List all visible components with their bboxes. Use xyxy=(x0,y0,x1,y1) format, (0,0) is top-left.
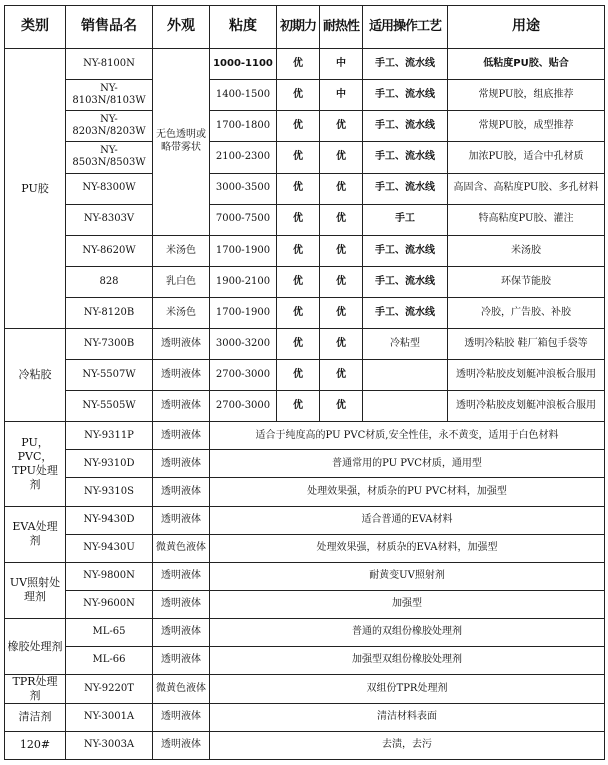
viscosity-cell: 1700-1900 xyxy=(210,297,277,328)
product-name: NY-9311P xyxy=(66,422,153,450)
process-cell xyxy=(363,391,448,422)
appearance-cell: 透明液体 xyxy=(153,590,210,618)
description-cell: 适合普通的EVA材料 xyxy=(210,506,605,534)
product-name: NY-9220T xyxy=(66,674,153,703)
product-name: NY-8300W xyxy=(66,173,153,204)
category-eva-primer: EVA处理剂 xyxy=(5,506,66,562)
initial-strength-cell: 优 xyxy=(277,173,320,204)
table-row xyxy=(5,360,605,391)
table-row xyxy=(5,674,605,703)
description-cell: 加强型 xyxy=(210,590,605,618)
product-name: NY-8503N/8503W xyxy=(66,142,153,173)
initial-strength-cell: 优 xyxy=(277,235,320,266)
heat-resistance-cell: 优 xyxy=(320,360,363,391)
viscosity-cell: 7000-7500 xyxy=(210,204,277,235)
process-cell xyxy=(363,360,448,391)
usage-cell: 常规PU胶，成型推荐 xyxy=(448,111,605,142)
product-name: NY-9310D xyxy=(66,450,153,478)
product-name: NY-3001A xyxy=(66,703,153,731)
viscosity-cell: 2700-3000 xyxy=(210,360,277,391)
appearance-cell: 微黄色液体 xyxy=(153,534,210,562)
table-row xyxy=(5,142,605,173)
table-row xyxy=(5,506,605,534)
table-row xyxy=(5,80,605,111)
process-cell: 手工、流水线 xyxy=(363,235,448,266)
description-cell: 适合于纯度高的PU PVC材质,安全性佳，永不黄变，适用于白色材料 xyxy=(210,422,605,450)
initial-strength-cell: 优 xyxy=(277,204,320,235)
product-name: NY-8203N/8203W xyxy=(66,111,153,142)
description-cell: 清洁材料表面 xyxy=(210,703,605,731)
table-row xyxy=(5,235,605,266)
table-row xyxy=(5,703,605,731)
header-viscosity: 粘度 xyxy=(210,6,277,49)
appearance-cell: 米汤色 xyxy=(153,235,210,266)
header-row xyxy=(5,6,605,49)
process-cell: 手工、流水线 xyxy=(363,49,448,80)
table-row xyxy=(5,297,605,328)
header-product-name: 销售品名 xyxy=(66,6,153,49)
usage-cell: 透明冷粘胶皮划艇冲浪板合服用 xyxy=(448,360,605,391)
table-row xyxy=(5,422,605,450)
appearance-cell: 透明液体 xyxy=(153,422,210,450)
table-row xyxy=(5,204,605,235)
process-cell: 冷粘型 xyxy=(363,328,448,359)
heat-resistance-cell: 优 xyxy=(320,204,363,235)
process-cell: 手工、流水线 xyxy=(363,173,448,204)
table-row xyxy=(5,266,605,297)
usage-cell: 米汤胶 xyxy=(448,235,605,266)
table-row xyxy=(5,478,605,506)
product-name: NY-7300B xyxy=(66,328,153,359)
process-cell: 手工、流水线 xyxy=(363,142,448,173)
viscosity-cell: 3000-3500 xyxy=(210,173,277,204)
process-cell: 手工、流水线 xyxy=(363,297,448,328)
initial-strength-cell: 优 xyxy=(277,266,320,297)
table-row xyxy=(5,618,605,646)
initial-strength-cell: 优 xyxy=(277,49,320,80)
heat-resistance-cell: 中 xyxy=(320,80,363,111)
usage-cell: 特高粘度PU胶、灌注 xyxy=(448,204,605,235)
table-row xyxy=(5,731,605,759)
product-name: ML-65 xyxy=(66,618,153,646)
appearance-cell: 透明液体 xyxy=(153,562,210,590)
product-name: NY-9430D xyxy=(66,506,153,534)
table-row xyxy=(5,590,605,618)
initial-strength-cell: 优 xyxy=(277,391,320,422)
product-name: NY-3003A xyxy=(66,731,153,759)
viscosity-cell: 1400-1500 xyxy=(210,80,277,111)
table-row xyxy=(5,391,605,422)
usage-cell: 环保节能胶 xyxy=(448,266,605,297)
heat-resistance-cell: 优 xyxy=(320,391,363,422)
appearance-cell: 透明液体 xyxy=(153,391,210,422)
viscosity-cell: 2100-2300 xyxy=(210,142,277,173)
heat-resistance-cell: 优 xyxy=(320,297,363,328)
usage-cell: 透明冷粘胶 鞋厂箱包手袋等 xyxy=(448,328,605,359)
header-category: 类别 xyxy=(5,6,66,49)
appearance-cell: 微黄色液体 xyxy=(153,674,210,703)
heat-resistance-cell: 优 xyxy=(320,235,363,266)
usage-cell: 低粘度PU胶、贴合 xyxy=(448,49,605,80)
usage-cell: 加浓PU胶，适合中孔材质 xyxy=(448,142,605,173)
product-name: ML-66 xyxy=(66,646,153,674)
table-row xyxy=(5,534,605,562)
table-row xyxy=(5,111,605,142)
product-name: NY-9310S xyxy=(66,478,153,506)
process-cell: 手工、流水线 xyxy=(363,266,448,297)
description-cell: 双组份TPR处理剂 xyxy=(210,674,605,703)
appearance-cell: 透明液体 xyxy=(153,646,210,674)
process-cell: 手工、流水线 xyxy=(363,111,448,142)
heat-resistance-cell: 优 xyxy=(320,328,363,359)
product-name: NY-9800N xyxy=(66,562,153,590)
product-name: NY-8620W xyxy=(66,235,153,266)
product-name: NY-8120B xyxy=(66,297,153,328)
category-cleaner: 清洁剂 xyxy=(5,703,66,731)
heat-resistance-cell: 中 xyxy=(320,49,363,80)
category-cold-glue: 冷粘胶 xyxy=(5,328,66,421)
description-cell: 普通常用的PU PVC材质，通用型 xyxy=(210,450,605,478)
usage-cell: 常规PU胶，组底推荐 xyxy=(448,80,605,111)
product-name: NY-8100N xyxy=(66,49,153,80)
viscosity-cell: 1000-1100 xyxy=(210,49,277,80)
description-cell: 处理效果强，材质杂的EVA材料，加强型 xyxy=(210,534,605,562)
description-cell: 加强型双组份橡胶处理剂 xyxy=(210,646,605,674)
category-rubber-primer: 橡胶处理剂 xyxy=(5,618,66,674)
heat-resistance-cell: 优 xyxy=(320,111,363,142)
description-cell: 处理效果强，材质杂的PU PVC材料，加强型 xyxy=(210,478,605,506)
initial-strength-cell: 优 xyxy=(277,328,320,359)
initial-strength-cell: 优 xyxy=(277,111,320,142)
header-process: 适用操作工艺 xyxy=(363,6,448,49)
description-cell: 普通的双组份橡胶处理剂 xyxy=(210,618,605,646)
viscosity-cell: 2700-3000 xyxy=(210,391,277,422)
viscosity-cell: 1700-1800 xyxy=(210,111,277,142)
category-120: 120# xyxy=(5,731,66,759)
table-row xyxy=(5,173,605,204)
description-cell: 去渍，去污 xyxy=(210,731,605,759)
appearance-cell: 透明液体 xyxy=(153,703,210,731)
header-usage: 用途 xyxy=(448,6,605,49)
appearance-cell: 透明液体 xyxy=(153,478,210,506)
product-name: 828 xyxy=(66,266,153,297)
appearance-cell: 透明液体 xyxy=(153,450,210,478)
appearance-cell: 透明液体 xyxy=(153,360,210,391)
heat-resistance-cell: 优 xyxy=(320,266,363,297)
usage-cell: 高固含、高粘度PU胶、多孔材料 xyxy=(448,173,605,204)
viscosity-cell: 3000-3200 xyxy=(210,328,277,359)
appearance-cell: 无色透明或略带雾状 xyxy=(153,49,210,236)
appearance-cell: 透明液体 xyxy=(153,618,210,646)
heat-resistance-cell: 优 xyxy=(320,142,363,173)
header-heat-resistance: 耐热性 xyxy=(320,6,363,49)
process-cell: 手工、流水线 xyxy=(363,80,448,111)
product-name: NY-5507W xyxy=(66,360,153,391)
viscosity-cell: 1700-1900 xyxy=(210,235,277,266)
appearance-cell: 透明液体 xyxy=(153,731,210,759)
appearance-cell: 乳白色 xyxy=(153,266,210,297)
appearance-cell: 透明液体 xyxy=(153,328,210,359)
table-row xyxy=(5,49,605,80)
category-pu-pvc-tpu-primer: PU，PVC，TPU处理剂 xyxy=(5,422,66,506)
initial-strength-cell: 优 xyxy=(277,360,320,391)
product-table xyxy=(4,5,605,760)
product-name: NY-8303V xyxy=(66,204,153,235)
product-name: NY-8103N/8103W xyxy=(66,80,153,111)
usage-cell: 冷胶，广告胶、补胶 xyxy=(448,297,605,328)
product-name: NY-9430U xyxy=(66,534,153,562)
table-row xyxy=(5,562,605,590)
initial-strength-cell: 优 xyxy=(277,80,320,111)
header-appearance: 外观 xyxy=(153,6,210,49)
category-tpr-primer: TPR处理剂 xyxy=(5,674,66,703)
initial-strength-cell: 优 xyxy=(277,297,320,328)
initial-strength-cell: 优 xyxy=(277,142,320,173)
description-cell: 耐黄变UV照射剂 xyxy=(210,562,605,590)
usage-cell: 透明冷粘胶皮划艇冲浪板合服用 xyxy=(448,391,605,422)
header-initial-strength: 初期力 xyxy=(277,6,320,49)
table-row xyxy=(5,450,605,478)
viscosity-cell: 1900-2100 xyxy=(210,266,277,297)
heat-resistance-cell: 优 xyxy=(320,173,363,204)
appearance-cell: 透明液体 xyxy=(153,506,210,534)
table-row xyxy=(5,328,605,359)
table-row xyxy=(5,646,605,674)
process-cell: 手工 xyxy=(363,204,448,235)
product-name: NY-5505W xyxy=(66,391,153,422)
category-uv-primer: UV照射处理剂 xyxy=(5,562,66,618)
product-name: NY-9600N xyxy=(66,590,153,618)
appearance-cell: 米汤色 xyxy=(153,297,210,328)
category-pu: PU胶 xyxy=(5,49,66,329)
